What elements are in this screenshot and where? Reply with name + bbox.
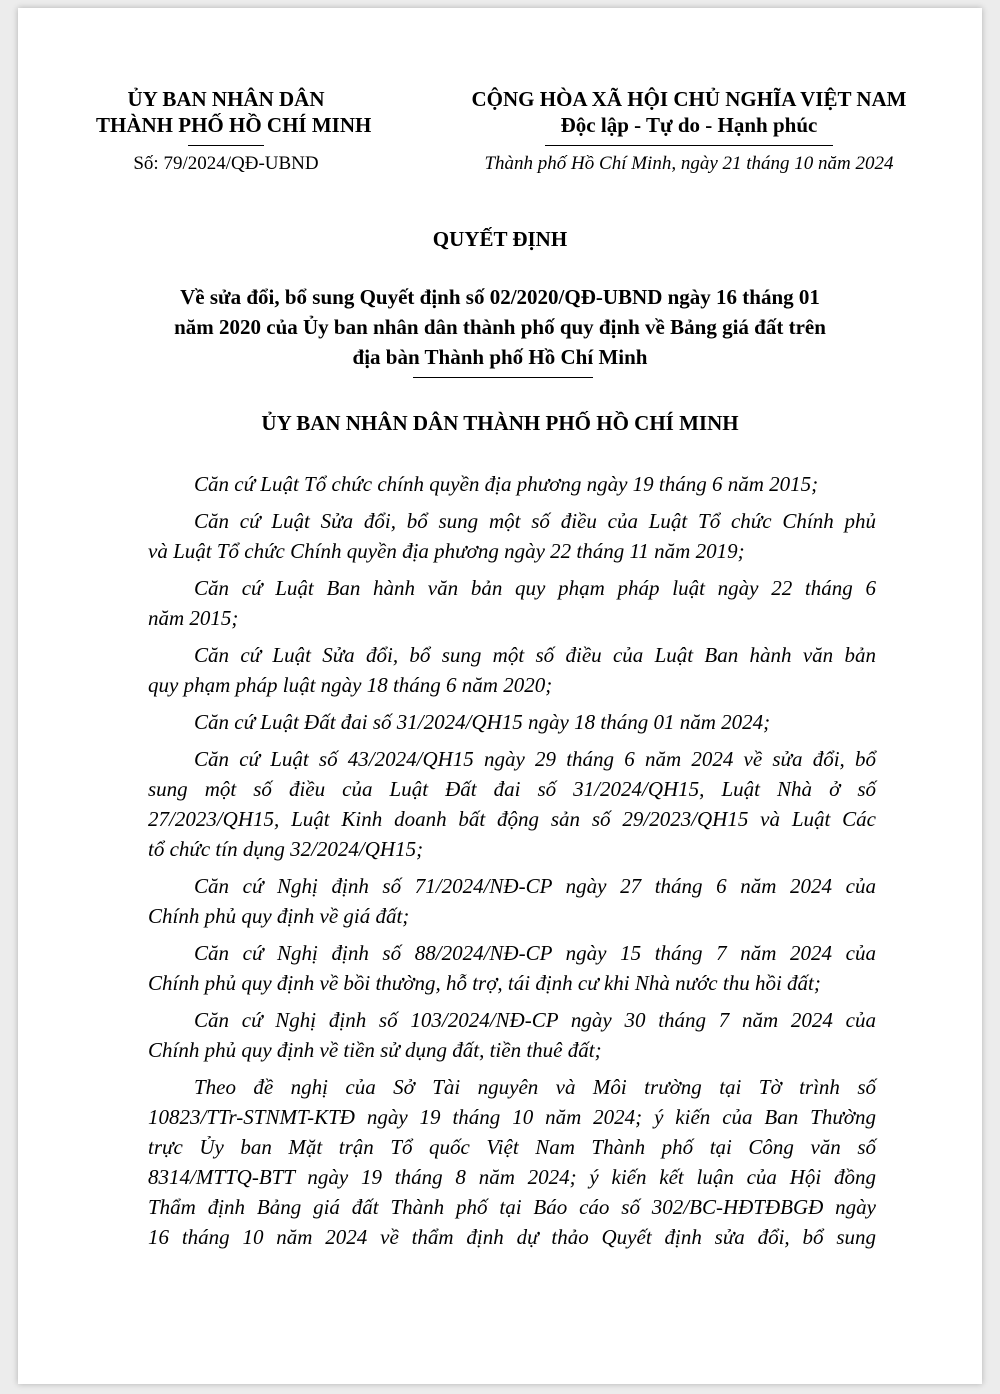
paragraph-line: Căn cứ Luật Ban hành văn bản quy phạm pháp luật ngày 22 tháng 6 bbox=[194, 576, 876, 600]
paragraph bbox=[148, 573, 876, 633]
paragraph bbox=[148, 506, 876, 566]
paragraph-line: Căn cứ Nghị định số 103/2024/NĐ-CP ngày 30 tháng 7 năm 2024 của bbox=[194, 1008, 876, 1032]
paragraph-line: Căn cứ Nghị định số 71/2024/NĐ-CP ngày 27 tháng 6 năm 2024 của bbox=[194, 874, 876, 898]
paragraph-line: Theo đề nghị của Sở Tài nguyên và Môi trường tại Tờ trình số bbox=[194, 1075, 876, 1099]
paragraph-line: Thẩm định Bảng giá đất Thành phố tại Báo cáo số 302/BC-HĐTĐBGĐ ngày bbox=[148, 1195, 876, 1219]
paragraph bbox=[148, 1072, 876, 1252]
authority-heading: ỦY BAN NHÂN DÂN THÀNH PHỐ HỒ CHÍ MINH bbox=[261, 411, 739, 435]
paragraph-line: Căn cứ Nghị định số 88/2024/NĐ-CP ngày 15 tháng 7 năm 2024 của bbox=[194, 941, 876, 965]
paragraph bbox=[148, 1005, 876, 1065]
paragraph bbox=[148, 640, 876, 700]
paragraph-line: Chính phủ quy định về bồi thường, hỗ trợ, tái định cư khi Nhà nước thu hồi đất; bbox=[148, 971, 821, 995]
national-motto: Độc lập - Tự do - Hạnh phúc bbox=[560, 113, 818, 137]
paragraph-line: 8314/MTTQ-BTT ngày 19 tháng 8 năm 2024; ý kiến kết luận của Hội đồng bbox=[148, 1165, 876, 1189]
paragraph-line: và Luật Tổ chức Chính quyền địa phương ngày 22 tháng 11 năm 2019; bbox=[148, 539, 745, 563]
subject-line-3: địa bàn Thành phố Hồ Chí Minh bbox=[352, 345, 648, 369]
paragraph bbox=[148, 469, 876, 499]
paragraph-line: Căn cứ Luật số 43/2024/QH15 ngày 29 tháng 6 năm 2024 về sửa đổi, bổ bbox=[194, 747, 876, 771]
paragraph bbox=[148, 871, 876, 931]
document-page bbox=[18, 8, 982, 1384]
motto-underline bbox=[545, 145, 833, 146]
paragraph-line: Căn cứ Luật Sửa đổi, bổ sung một số điều của Luật Tổ chức Chính phủ bbox=[194, 509, 876, 533]
subject-line-1: Về sửa đổi, bổ sung Quyết định số 02/2020/QĐ-UBND ngày 16 tháng 01 bbox=[180, 285, 820, 309]
paragraph bbox=[148, 707, 876, 737]
paragraph-line: Chính phủ quy định về giá đất; bbox=[148, 904, 410, 928]
paragraph-line: tổ chức tín dụng 32/2024/QH15; bbox=[148, 837, 424, 861]
paragraph bbox=[148, 938, 876, 998]
issuer-underline bbox=[188, 145, 264, 146]
decision-heading: QUYẾT ĐỊNH bbox=[432, 227, 568, 251]
paragraph-line: 16 tháng 10 năm 2024 về thẩm định dự thảo Quyết định sửa đổi, bổ sung bbox=[148, 1225, 876, 1249]
place-date: Thành phố Hồ Chí Minh, ngày 21 tháng 10 năm 2024 bbox=[484, 153, 894, 174]
paragraph-line: Căn cứ Luật Sửa đổi, bổ sung một số điều của Luật Ban hành văn bản bbox=[194, 643, 876, 667]
paragraph-line: Căn cứ Luật Tổ chức chính quyền địa phương ngày 19 tháng 6 năm 2015; bbox=[194, 472, 819, 496]
paragraph-line: quy phạm pháp luật ngày 18 tháng 6 năm 2020; bbox=[148, 673, 553, 697]
paragraph-line: 10823/TTr-STNMT-KTĐ ngày 19 tháng 10 năm 2024; ý kiến của Ban Thường bbox=[148, 1105, 876, 1129]
subject-line-2: năm 2020 của Ủy ban nhân dân thành phố quy định về Bảng giá đất trên bbox=[174, 315, 826, 339]
document-body bbox=[148, 469, 876, 1252]
paragraph-line: 27/2023/QH15, Luật Kinh doanh bất động sản số 29/2023/QH15 và Luật Các bbox=[148, 807, 876, 831]
issuer-line-2: THÀNH PHỐ HỒ CHÍ MINH bbox=[96, 113, 372, 137]
document-number: Số: 79/2024/QĐ-UBND bbox=[133, 153, 319, 174]
paragraph-line: năm 2015; bbox=[148, 606, 239, 630]
national-title: CỘNG HÒA XÃ HỘI CHỦ NGHĨA VIỆT NAM bbox=[471, 87, 907, 111]
paragraph-line: trực Ủy ban Mặt trận Tổ quốc Việt Nam Thành phố tại Công văn số bbox=[148, 1135, 876, 1159]
paragraph-line: sung một số điều của Luật Đất đai số 31/2024/QH15, Luật Nhà ở số bbox=[148, 777, 876, 801]
title-underline bbox=[413, 377, 593, 378]
paragraph-line: Chính phủ quy định về tiền sử dụng đất, tiền thuê đất; bbox=[148, 1038, 602, 1062]
paragraph bbox=[148, 744, 876, 864]
issuer-line-1: ỦY BAN NHÂN DÂN bbox=[127, 87, 325, 111]
paragraph-line: Căn cứ Luật Đất đai số 31/2024/QH15 ngày 18 tháng 01 năm 2024; bbox=[194, 710, 771, 734]
